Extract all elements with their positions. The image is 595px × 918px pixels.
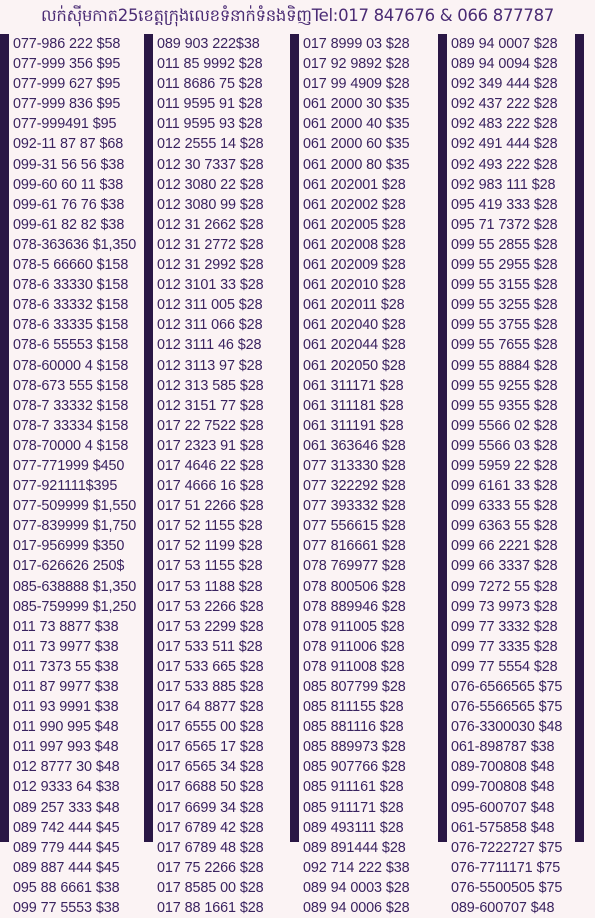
- phone-number-listing: 011 997 993 $48: [13, 739, 119, 756]
- phone-number-listing: 092-11 87 87 $68: [13, 136, 124, 153]
- phone-number-listing: 089 493111 $28: [303, 819, 404, 836]
- column-divider: [575, 34, 584, 842]
- phone-number-listing: 076-7222727 $75: [451, 839, 563, 856]
- phone-number-listing: 092 714 222 $38: [303, 859, 410, 876]
- phone-number-listing: 017 22 7522 $28: [157, 417, 264, 434]
- column-divider: [0, 34, 9, 842]
- phone-number-listing: 092 983 111 $28: [451, 176, 556, 193]
- phone-number-listing: 085 811155 $28: [303, 699, 404, 716]
- phone-number-listing: 099 55 9255 $28: [451, 377, 558, 394]
- phone-number-listing: 017 8999 03 $28: [303, 36, 410, 52]
- phone-number-listing: 061 311171 $28: [303, 377, 404, 394]
- column-divider: [144, 34, 153, 842]
- page-header: [0, 0, 595, 36]
- phone-number-listing: 078-7 33334 $158: [13, 417, 129, 434]
- phone-number-listing: 099 77 5553 $38: [13, 900, 120, 917]
- phone-number-listing: 017 64 8877 $28: [157, 699, 264, 716]
- phone-number-listing: 017-956999 $350: [13, 538, 125, 555]
- phone-number-listing: 061 202010 $28: [303, 277, 406, 294]
- phone-number-listing: 078 911006 $28: [303, 638, 405, 655]
- phone-number-listing: 078 889946 $28: [303, 598, 406, 615]
- phone-number-listing: 017 6789 42 $28: [157, 819, 264, 836]
- phone-number-listing: 017 6699 34 $28: [157, 799, 264, 816]
- phone-number-listing: 012 311 005 $28: [157, 297, 263, 314]
- phone-number-listing: 078-60000 4 $158: [13, 357, 129, 374]
- phone-number-listing: 076-7711171 $75: [451, 859, 561, 876]
- phone-number-listing: 085 807799 $28: [303, 679, 406, 695]
- phone-number-listing: 012 8777 30 $48: [13, 759, 120, 776]
- header-title: លក់ស៊ីមកាត25ខេត្តក្រុងលេខទំនាក់ទំនងទិញTel:017 847676 & 066 877787: [41, 6, 554, 25]
- phone-number-listing: 099-61 76 76 $38: [13, 196, 125, 213]
- phone-number-listing: 077-986 222 $58: [13, 36, 121, 52]
- phone-number-listing: 017 75 2266 $28: [157, 859, 264, 876]
- phone-number-listing: 099-60 60 11 $38: [13, 176, 124, 193]
- phone-number-listing: 012 31 2662 $28: [157, 216, 264, 233]
- phone-number-listing: 017 4666 16 $28: [157, 478, 264, 495]
- phone-number-listing: 017 53 2266 $28: [157, 598, 264, 615]
- phone-number-listing: 011 93 9991 $38: [13, 699, 119, 716]
- phone-number-listing: 012 3111 46 $28: [157, 337, 262, 354]
- phone-number-listing: 099-61 82 82 $38: [13, 216, 125, 233]
- phone-number-listing: 099 55 3155 $28: [451, 277, 558, 294]
- phone-number-listing: 078-7 33332 $158: [13, 397, 129, 414]
- phone-number-listing: 061 202001 $28: [303, 176, 406, 193]
- phone-number-listing: 012 30 7337 $28: [157, 156, 264, 173]
- phone-number-listing: 012 3101 33 $28: [157, 277, 264, 294]
- phone-number-listing: 061 202044 $28: [303, 337, 406, 354]
- phone-number-listing: 061 202008 $28: [303, 236, 406, 253]
- phone-number-listing: 017 533 665 $28: [157, 658, 264, 675]
- phone-number-listing: 017 99 4909 $28: [303, 76, 410, 93]
- phone-number-listing: 017 4646 22 $28: [157, 457, 264, 474]
- phone-number-listing: 061 202050 $28: [303, 357, 406, 374]
- phone-number-listing: 099 55 9355 $28: [451, 397, 558, 414]
- phone-number-listing: 077 393332 $28: [303, 498, 406, 515]
- phone-number-listing: 077 816661 $28: [303, 538, 406, 555]
- phone-number-listing: 089 94 0007 $28: [451, 36, 558, 52]
- phone-number-listing: 017 92 9892 $28: [303, 56, 410, 73]
- phone-number-listing: 099 7272 55 $28: [451, 578, 558, 595]
- phone-number-listing: 099 77 3332 $28: [451, 618, 558, 635]
- phone-number-listing: 078-6 33330 $158: [13, 277, 129, 294]
- phone-number-listing: 078-6 55553 $158: [13, 337, 129, 354]
- phone-number-listing: 099 5566 02 $28: [451, 417, 558, 434]
- phone-number-listing: 077 556615 $28: [303, 518, 406, 535]
- phone-number-listing: 076-6566565 $75: [451, 679, 563, 695]
- phone-number-listing: 061 2000 80 $35: [303, 156, 410, 173]
- phone-number-listing: 099 55 7655 $28: [451, 337, 558, 354]
- phone-number-listing: 085 889973 $28: [303, 739, 406, 756]
- phone-number-listing: 095 88 6661 $38: [13, 879, 120, 896]
- phone-number-listing: 078-673 555 $158: [13, 377, 129, 394]
- phone-number-listing: 017 6789 48 $28: [157, 839, 264, 856]
- phone-number-listing: 061-575858 $48: [451, 819, 555, 836]
- phone-number-listing: 061 2000 40 $35: [303, 116, 410, 133]
- phone-number-listing: 017 53 2299 $28: [157, 618, 264, 635]
- phone-number-listing: 077-839999 $1,750: [13, 518, 137, 535]
- phone-number-listing: 011 73 9977 $38: [13, 638, 119, 655]
- phone-number-listing: 017 533 511 $28: [157, 638, 263, 655]
- phone-number-listing: 017 2323 91 $28: [157, 437, 264, 454]
- phone-number-listing: 077-921111$395: [13, 478, 118, 495]
- phone-number-listing: 089 94 0006 $28: [303, 900, 410, 917]
- phone-number-listing: 085 911171 $28: [303, 799, 404, 816]
- phone-number-listing: 061 311181 $28: [303, 397, 404, 414]
- phone-number-listing: 099 66 3337 $28: [451, 558, 558, 575]
- phone-number-listing: 099 55 8884 $28: [451, 357, 558, 374]
- phone-number-listing: 061-898787 $38: [451, 739, 555, 756]
- phone-number-listing: 078 800506 $28: [303, 578, 406, 595]
- phone-number-listing: 089-600707 $48: [451, 900, 555, 917]
- phone-number-listing: 077 322292 $28: [303, 478, 406, 495]
- phone-number-listing: 092 491 444 $28: [451, 136, 558, 153]
- phone-number-listing: 099 6333 55 $28: [451, 498, 558, 515]
- phone-number-listing: 099 55 2855 $28: [451, 236, 558, 253]
- phone-number-listing: 061 311191 $28: [303, 417, 404, 434]
- phone-number-listing: 099 55 2955 $28: [451, 257, 558, 274]
- phone-number-listing: 089 257 333 $48: [13, 799, 120, 816]
- phone-number-listing: 095 419 333 $28: [451, 196, 558, 213]
- phone-number-listing: 011 7373 55 $38: [13, 658, 119, 675]
- phone-number-listing: 012 9333 64 $38: [13, 779, 120, 796]
- phone-number-listing: 061 363646 $28: [303, 437, 406, 454]
- phone-number-listing: 099-31 56 56 $38: [13, 156, 125, 173]
- phone-number-listing: 099 6363 55 $28: [451, 518, 558, 535]
- phone-number-listing: 061 2000 60 $35: [303, 136, 410, 153]
- phone-number-listing: 099 77 5554 $28: [451, 658, 558, 675]
- phone-number-listing: 077-771999 $450: [13, 457, 125, 474]
- column-divider: [438, 34, 447, 842]
- phone-number-listing: 078-5 66660 $158: [13, 257, 129, 274]
- phone-number-listing: 017 88 1661 $28: [157, 900, 264, 917]
- phone-number-listing: 092 483 222 $28: [451, 116, 558, 133]
- phone-number-listing: 061 202011 $28: [303, 297, 405, 314]
- phone-number-listing: 099 6161 33 $28: [451, 478, 558, 495]
- number-column-1: [9, 34, 144, 917]
- phone-number-listing: 078-6 33335 $158: [13, 317, 129, 334]
- phone-number-listing: 017 6565 17 $28: [157, 739, 264, 756]
- phone-number-listing: 089-700808 $48: [451, 759, 555, 776]
- phone-number-listing: 089 742 444 $45: [13, 819, 120, 836]
- phone-number-listing: 076-5500505 $75: [451, 879, 563, 896]
- phone-number-listing: 017 52 1199 $28: [157, 538, 263, 555]
- phone-number-listing: 099 73 9973 $28: [451, 598, 558, 615]
- number-list-grid: [0, 34, 595, 917]
- phone-number-listing: 061 202005 $28: [303, 216, 406, 233]
- phone-number-listing: 085 907766 $28: [303, 759, 406, 776]
- phone-number-listing: 012 311 066 $28: [157, 317, 263, 334]
- phone-number-listing: 089 94 0003 $28: [303, 879, 410, 896]
- phone-number-listing: 099 5959 22 $28: [451, 457, 558, 474]
- phone-number-listing: 085-759999 $1,250: [13, 598, 137, 615]
- phone-number-listing: 077-509999 $1,550: [13, 498, 137, 515]
- phone-number-listing: 061 202002 $28: [303, 196, 406, 213]
- phone-number-listing: 078 911005 $28: [303, 618, 405, 635]
- phone-number-listing: 078 769977 $28: [303, 558, 406, 575]
- phone-number-listing: 012 2555 14 $28: [157, 136, 264, 153]
- phone-number-listing: 011 87 9977 $38: [13, 679, 119, 695]
- phone-number-listing: 012 31 2772 $28: [157, 236, 264, 253]
- phone-number-listing: 012 3080 99 $28: [157, 196, 264, 213]
- phone-number-listing: 099-700808 $48: [451, 779, 555, 796]
- phone-number-listing: 099 5566 03 $28: [451, 437, 558, 454]
- phone-number-listing: 012 313 585 $28: [157, 377, 264, 394]
- phone-number-listing: 092 437 222 $28: [451, 96, 558, 113]
- phone-number-listing: 012 31 2992 $28: [157, 257, 264, 274]
- phone-number-listing: 011 73 8877 $38: [13, 618, 119, 635]
- phone-number-listing: 092 493 222 $28: [451, 156, 558, 173]
- number-column-4: [447, 34, 575, 917]
- phone-number-listing: 099 66 2221 $28: [451, 538, 558, 555]
- phone-number-listing: 012 3151 77 $28: [157, 397, 264, 414]
- phone-number-listing: 012 3080 22 $28: [157, 176, 264, 193]
- phone-number-listing: 077-999 836 $95: [13, 96, 121, 113]
- phone-number-listing: 085 911161 $28: [303, 779, 404, 796]
- phone-number-listing: 099 77 3335 $28: [451, 638, 558, 655]
- phone-number-listing: 012 3113 97 $28: [157, 357, 263, 374]
- phone-number-listing: 076-5566565 $75: [451, 699, 563, 716]
- phone-number-listing: 017 52 1155 $28: [157, 518, 263, 535]
- phone-number-listing: 017 8585 00 $28: [157, 879, 264, 896]
- phone-number-listing: 089 891444 $28: [303, 839, 406, 856]
- phone-number-listing: 089 903 222$38: [157, 36, 260, 52]
- number-column-3: [299, 34, 438, 917]
- phone-number-listing: 095 71 7372 $28: [451, 216, 558, 233]
- phone-number-listing: 011 9595 91 $28: [157, 96, 263, 113]
- phone-number-listing: 011 990 995 $48: [13, 719, 119, 736]
- phone-number-listing: 017 51 2266 $28: [157, 498, 264, 515]
- phone-number-listing: 011 85 9992 $28: [157, 56, 263, 73]
- phone-number-listing: 078 911008 $28: [303, 658, 405, 675]
- phone-number-listing: 061 2000 30 $35: [303, 96, 410, 113]
- phone-number-listing: 085-638888 $1,350: [13, 578, 137, 595]
- phone-number-listing: 011 9595 93 $28: [157, 116, 263, 133]
- phone-number-listing: 017 6565 34 $28: [157, 759, 264, 776]
- phone-number-listing: 078-6 33332 $158: [13, 297, 129, 314]
- phone-number-listing: 017 53 1188 $28: [157, 578, 263, 595]
- phone-number-listing: 017-626626 250$: [13, 558, 125, 575]
- phone-number-listing: 076-3300030 $48: [451, 719, 563, 736]
- phone-number-listing: 061 202040 $28: [303, 317, 406, 334]
- phone-number-listing: 099 55 3755 $28: [451, 317, 558, 334]
- phone-number-listing: 089 779 444 $45: [13, 839, 120, 856]
- phone-number-listing: 077 313330 $28: [303, 457, 406, 474]
- phone-number-listing: 085 881116 $28: [303, 719, 404, 736]
- phone-number-listing: 078-70000 4 $158: [13, 437, 129, 454]
- phone-number-listing: 017 6555 00 $28: [157, 719, 264, 736]
- phone-number-listing: 077-999491 $95: [13, 116, 117, 133]
- column-divider: [290, 34, 299, 842]
- phone-number-listing: 089 94 0094 $28: [451, 56, 558, 73]
- phone-number-listing: 011 8686 75 $28: [157, 76, 263, 93]
- phone-number-listing: 017 53 1155 $28: [157, 558, 263, 575]
- phone-number-listing: 077-999 627 $95: [13, 76, 121, 93]
- phone-number-listing: 017 533 885 $28: [157, 679, 264, 695]
- phone-number-listing: 077-999 356 $95: [13, 56, 121, 73]
- phone-number-listing: 092 349 444 $28: [451, 76, 558, 93]
- phone-number-listing: 089 887 444 $45: [13, 859, 120, 876]
- phone-number-listing: 099 55 3255 $28: [451, 297, 558, 314]
- phone-number-listing: 078-363636 $1,350: [13, 236, 137, 253]
- phone-number-listing: 095-600707 $48: [451, 799, 555, 816]
- number-column-2: [153, 34, 290, 917]
- phone-number-listing: 017 6688 50 $28: [157, 779, 264, 796]
- phone-number-listing: 061 202009 $28: [303, 257, 406, 274]
